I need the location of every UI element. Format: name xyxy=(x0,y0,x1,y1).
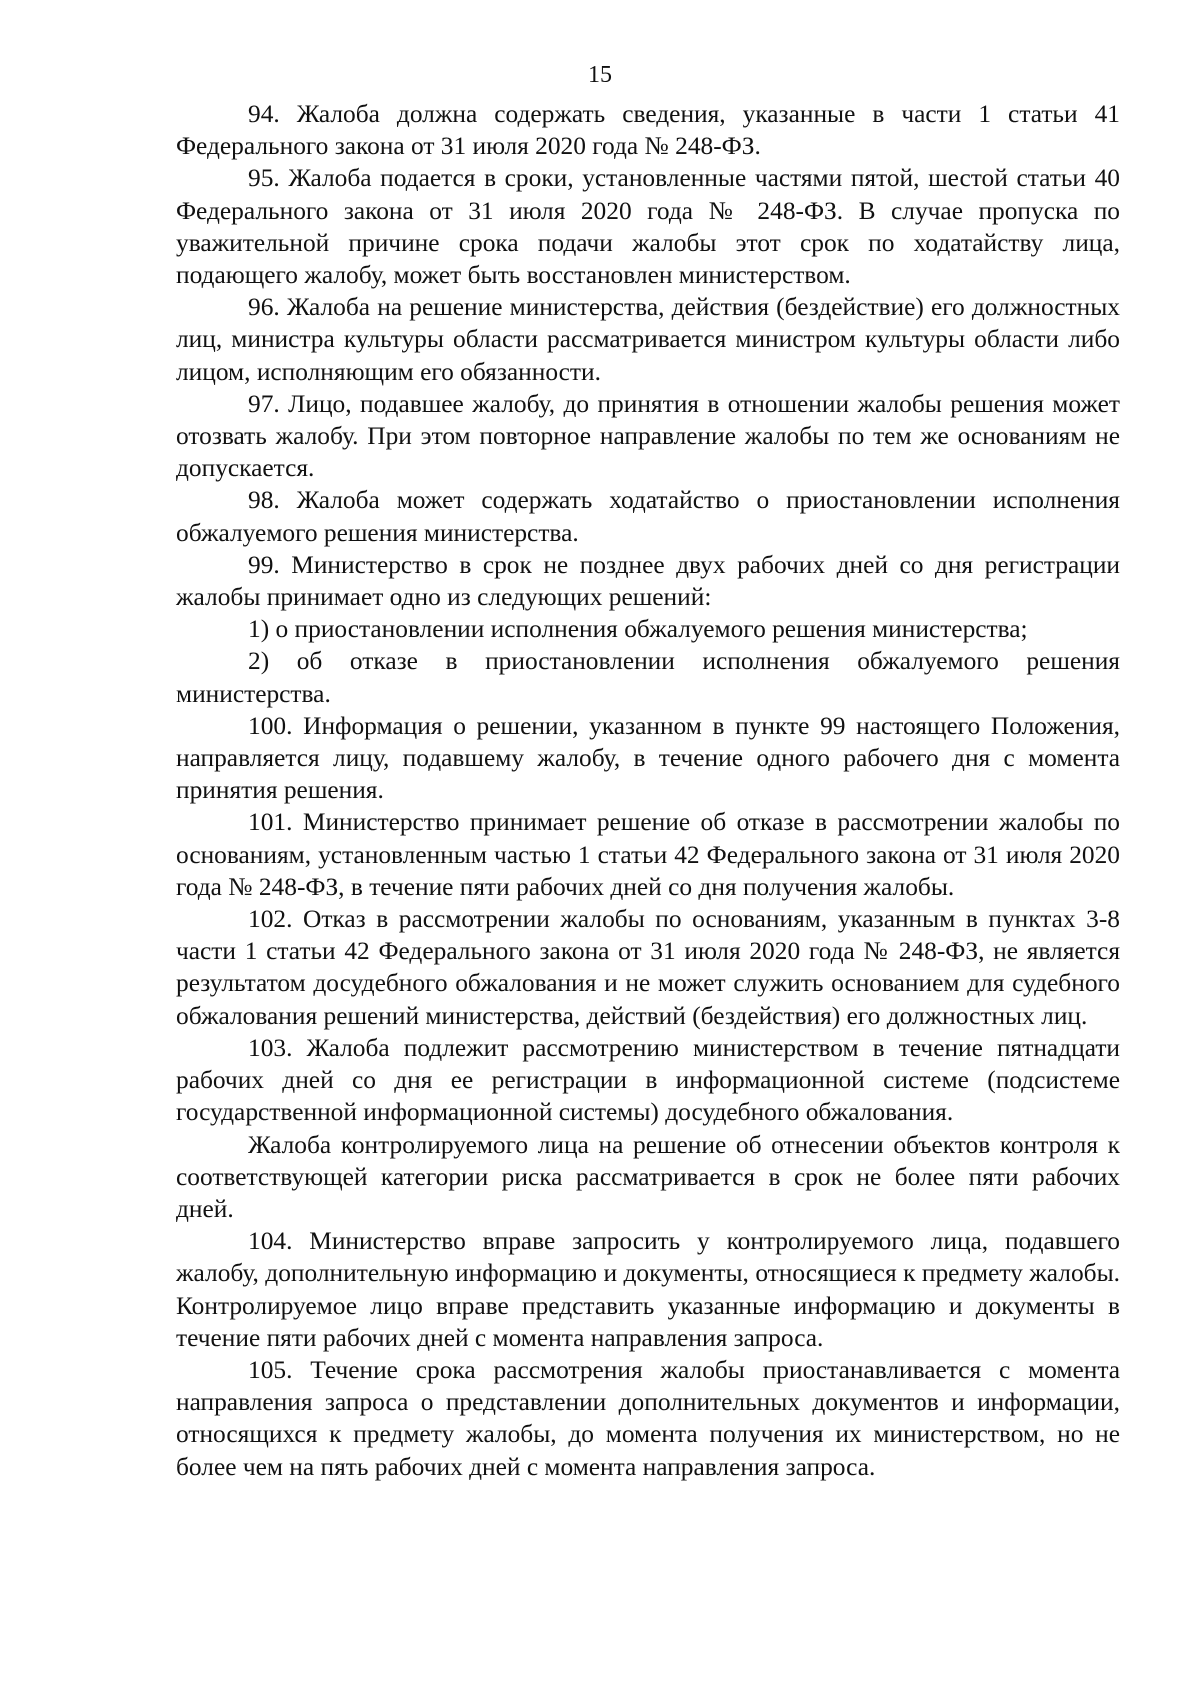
paragraph-104: 104. Министерство вправе запросить у контролируемого лица, подавшего жалобу, дополнительную информацию и документы, относящиеся к предмету жалобы. Контролируемое лицо вправе представить указанные информацию и документы в течение пяти рабочих дней с момента направления запроса. xyxy=(176,1227,1120,1352)
paragraph-99-item-2: 2) об отказе в приостановлении исполнения обжалуемого решения министерства. xyxy=(176,647,1120,708)
paragraph-103: 103. Жалоба подлежит рассмотрению министерством в течение пятнадцати рабочих дней со дня ее регистрации в информационной системе (подсистеме государственной информационной системы) досудебного обжалования. xyxy=(176,1033,1120,1127)
paragraph-94: 94. Жалоба должна содержать сведения, указанные в части 1 статьи 41 Федерального закона от 31 июля 2020 года № 248-ФЗ. xyxy=(176,100,1120,161)
paragraph-97: 97. Лицо, подавшее жалобу, до принятия в отношении жалобы решения может отозвать жалобу. При этом повторное направление жалобы по тем же основаниям не допускается. xyxy=(176,389,1120,483)
page-number: 15 xyxy=(588,62,612,88)
paragraph-99: 99. Министерство в срок не позднее двух рабочих дней со дня регистрации жалобы принимает одно из следующих решений: xyxy=(176,550,1120,612)
paragraph-105: 105. Течение срока рассмотрения жалобы приостанавливается с момента направления запроса о представлении дополнительных документов и информации, относящихся к предмету жалобы, до момента получения их министерством, но не более чем на пять рабочих дней с момента направления запроса. xyxy=(176,1355,1120,1481)
paragraph-103-continuation: Жалоба контролируемого лица на решение об отнесении объектов контроля к соответствующей категории риска рассматривается в срок не более пяти рабочих дней. xyxy=(176,1130,1120,1223)
paragraph-98: 98. Жалоба может содержать ходатайство о приостановлении исполнения обжалуемого решения министерства. xyxy=(176,486,1120,547)
paragraph-95: 95. Жалоба подается в сроки, установленные частями пятой, шестой статьи 40 Федерального закона от 31 июля 2020 года № 248-ФЗ. В случае пропуска по уважительной причине срока подачи жалобы этот срок по ходатайству лица, подающего жалобу, может быть восстановлен министерством. xyxy=(176,164,1120,290)
paragraph-96: 96. Жалоба на решение министерства, действия (бездействие) его должностных лиц, министра культуры области рассматривается министром культуры области либо лицом, исполняющим его обязанности. xyxy=(176,293,1120,386)
paragraph-101: 101. Министерство принимает решение об отказе в рассмотрении жалобы по основаниям, установленным частью 1 статьи 42 Федерального закона от 31 июля 2020 года № 248-ФЗ, в течение пяти рабочих дней со дня получения жалобы. xyxy=(176,808,1120,901)
paragraph-100: 100. Информация о решении, указанном в пункте 99 настоящего Положения, направляется лицу, подавшему жалобу, в течение одного рабочего дня с момента принятия решения. xyxy=(176,711,1120,805)
paragraph-99-item-1: 1) о приостановлении исполнения обжалуемого решения министерства; xyxy=(248,615,1028,644)
paragraph-102: 102. Отказ в рассмотрении жалобы по основаниям, указанным в пунктах 3-8 части 1 статьи 42 Федерального закона от 31 июля 2020 года № 248-ФЗ, не является результатом досудебного обжалования и не может служить основанием для судебного обжалования решений министерства, действий (бездействия) его должностных лиц. xyxy=(176,905,1120,1030)
document-body xyxy=(176,98,1120,1483)
